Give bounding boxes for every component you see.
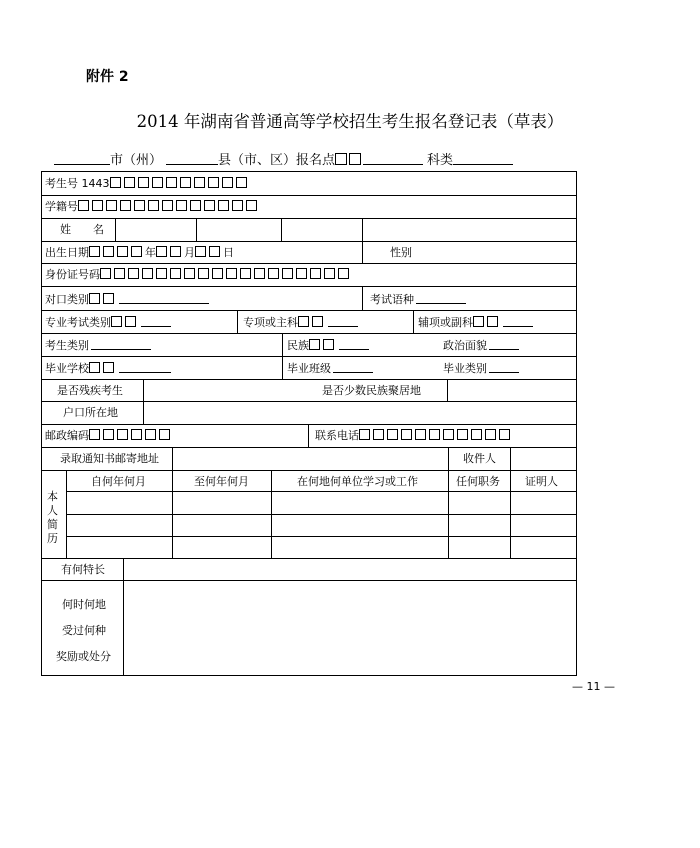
digit-box[interactable] (106, 200, 117, 211)
political-blank[interactable] (489, 338, 519, 350)
digit-box[interactable] (103, 429, 114, 440)
digit-box[interactable] (485, 429, 496, 440)
page-number: — 11 — (572, 680, 615, 693)
row-rule (66, 536, 577, 537)
category-blank[interactable] (453, 152, 513, 165)
registration-line (54, 149, 513, 168)
row-rule (41, 470, 577, 471)
digit-box[interactable] (92, 200, 103, 211)
exam-lang-field[interactable] (370, 292, 466, 306)
digit-box[interactable] (152, 177, 163, 188)
exam-lang-label: 考试语种 (370, 293, 414, 306)
where-header: 在何地何单位学习或工作 (297, 475, 418, 488)
birth-field[interactable] (45, 246, 234, 259)
digit-box[interactable] (138, 177, 149, 188)
digit-box[interactable] (222, 177, 233, 188)
attachment-label: 附件 2 (86, 69, 129, 85)
col-rule (115, 218, 116, 241)
row-rule (41, 401, 577, 402)
row-rule (41, 447, 577, 448)
year-label: 年 (145, 246, 156, 259)
digit-box[interactable] (176, 200, 187, 211)
ethnicity-label: 民族 (287, 339, 309, 352)
county-blank[interactable] (166, 152, 218, 165)
digit-box[interactable] (89, 246, 100, 257)
digit-box[interactable] (78, 200, 89, 211)
digit-box[interactable] (190, 200, 201, 211)
col-rule (362, 218, 363, 241)
digit-box[interactable] (156, 246, 167, 257)
digit-box[interactable] (415, 429, 426, 440)
digit-box[interactable] (198, 268, 209, 279)
row-rule (66, 491, 577, 492)
counterpart-label: 对口类别 (45, 293, 89, 306)
digit-box[interactable] (473, 316, 484, 327)
digit-box[interactable] (184, 268, 195, 279)
digit-box[interactable] (134, 200, 145, 211)
digit-box[interactable] (312, 316, 323, 327)
resume-char: 历 (47, 532, 58, 545)
digit-box[interactable] (338, 268, 349, 279)
row-rule (41, 424, 577, 425)
col-rule (448, 470, 449, 558)
mail-addr-label: 录取通知书邮寄地址 (60, 452, 159, 465)
col-rule (510, 447, 511, 470)
digit-box[interactable] (359, 429, 370, 440)
digit-box[interactable] (131, 429, 142, 440)
digit-box[interactable] (131, 246, 142, 257)
awards-line: 奖励或处分 (56, 650, 111, 663)
col-rule (196, 218, 197, 241)
from-header: 自何年何月 (91, 475, 146, 488)
digit-box[interactable] (111, 316, 122, 327)
digit-box[interactable] (120, 200, 131, 211)
digit-box[interactable] (142, 268, 153, 279)
grad-class-field[interactable] (287, 361, 373, 375)
digit-box[interactable] (208, 177, 219, 188)
row-rule (41, 580, 577, 581)
col-rule (271, 470, 272, 558)
postal-label: 邮政编码 (45, 429, 89, 442)
col-rule (362, 241, 363, 263)
row-rule (41, 218, 577, 219)
col-rule (172, 470, 173, 558)
grad-cat-label: 毕业类别 (443, 362, 487, 375)
student-no-label: 学籍号 (45, 200, 78, 213)
exam-no-label: 考生号 1443 (45, 177, 110, 190)
major-main-label: 专项或主科 (243, 316, 298, 329)
school-field[interactable] (45, 361, 171, 375)
digit-box[interactable] (117, 246, 128, 257)
col-rule (510, 470, 511, 558)
gender-label: 性别 (390, 246, 412, 259)
resume-label (47, 490, 59, 546)
resume-char: 人 (47, 504, 58, 517)
school-blank[interactable] (119, 361, 171, 373)
col-rule (282, 333, 283, 379)
category-label: 科类 (427, 153, 454, 168)
day-label: 日 (223, 246, 234, 259)
student-cat-blank[interactable] (91, 338, 151, 350)
col-rule (66, 470, 67, 558)
id-no-field[interactable] (45, 268, 352, 281)
digit-box[interactable] (128, 268, 139, 279)
digit-box[interactable] (246, 200, 257, 211)
row-rule (41, 379, 577, 380)
row-rule (41, 286, 577, 287)
digit-box[interactable] (324, 268, 335, 279)
digit-box[interactable] (401, 429, 412, 440)
exam-no-field[interactable] (45, 177, 250, 190)
digit-box[interactable] (195, 246, 206, 257)
awards-line: 受过何种 (62, 624, 106, 637)
row-rule (66, 514, 577, 515)
col-rule (281, 218, 282, 241)
col-rule (143, 379, 144, 424)
minor-field[interactable] (418, 315, 533, 329)
id-no-label: 身份证号码 (45, 268, 100, 281)
digit-box[interactable] (298, 316, 309, 327)
row-rule (41, 195, 577, 196)
row-rule (41, 558, 577, 559)
position-header: 任何职务 (456, 475, 500, 488)
digit-box[interactable] (162, 200, 173, 211)
digit-box[interactable] (166, 177, 177, 188)
minor-label: 辅项或副科 (418, 316, 473, 329)
digit-box[interactable] (387, 429, 398, 440)
row-rule (41, 333, 577, 334)
phone-label: 联系电话 (315, 429, 359, 442)
major-main-field[interactable] (243, 315, 358, 329)
digit-box[interactable] (125, 316, 136, 327)
digit-box[interactable] (145, 429, 156, 440)
digit-box[interactable] (443, 429, 454, 440)
to-header: 至何年何月 (194, 475, 249, 488)
col-rule (123, 580, 124, 676)
student-cat-label: 考生类别 (45, 339, 89, 352)
counterpart-blank[interactable] (119, 292, 209, 304)
col-rule (448, 447, 449, 470)
digit-box[interactable] (89, 362, 100, 373)
ethnicity-blank[interactable] (339, 338, 369, 350)
digit-box[interactable] (124, 177, 135, 188)
student-cat-field[interactable] (45, 338, 151, 352)
digit-box[interactable] (296, 268, 307, 279)
postal-field[interactable] (45, 429, 173, 442)
col-rule (172, 447, 173, 470)
name-label: 姓 名 (60, 223, 104, 236)
digit-box[interactable] (170, 246, 181, 257)
row-rule (41, 263, 577, 264)
col-rule (413, 310, 414, 333)
specialty-label: 有何特长 (61, 563, 105, 576)
digit-box[interactable] (232, 200, 243, 211)
political-field[interactable] (443, 338, 519, 352)
digit-box[interactable] (100, 268, 111, 279)
col-rule (308, 424, 309, 447)
digit-box[interactable] (310, 268, 321, 279)
site-box[interactable] (349, 153, 361, 165)
minor-blank[interactable] (503, 315, 533, 327)
digit-box[interactable] (212, 268, 223, 279)
county-label: 县（市、区）报名点 (218, 153, 336, 168)
digit-box[interactable] (487, 316, 498, 327)
row-rule (41, 356, 577, 357)
grad-class-label: 毕业班级 (287, 362, 331, 375)
digit-box[interactable] (471, 429, 482, 440)
birth-label: 出生日期 (45, 246, 89, 259)
digit-box[interactable] (499, 429, 510, 440)
city-label: 市（州） (110, 153, 163, 168)
digit-box[interactable] (373, 429, 384, 440)
exam-lang-blank[interactable] (416, 292, 466, 304)
grad-cat-blank[interactable] (489, 361, 519, 373)
school-label: 毕业学校 (45, 362, 89, 375)
witness-header: 证明人 (525, 475, 558, 488)
digit-box[interactable] (89, 429, 100, 440)
site-box[interactable] (335, 153, 347, 165)
digit-box[interactable] (114, 268, 125, 279)
digit-box[interactable] (282, 268, 293, 279)
digit-box[interactable] (89, 293, 100, 304)
digit-box[interactable] (268, 268, 279, 279)
digit-box[interactable] (117, 429, 128, 440)
recipient-label: 收件人 (463, 452, 496, 465)
site-blank[interactable] (363, 152, 423, 165)
phone-field[interactable] (315, 429, 513, 442)
digit-box[interactable] (194, 177, 205, 188)
form-title: 2014 年湖南省普通高等学校招生考生报名登记表（草表） (136, 112, 564, 131)
col-rule (362, 286, 363, 310)
minority-area-label: 是否少数民族聚居地 (322, 384, 421, 397)
resume-char: 简 (47, 518, 58, 531)
city-blank[interactable] (54, 152, 110, 165)
digit-box[interactable] (209, 246, 220, 257)
digit-box[interactable] (170, 268, 181, 279)
digit-box[interactable] (103, 362, 114, 373)
major-exam-blank[interactable] (141, 315, 171, 327)
ethnicity-field[interactable] (287, 338, 369, 352)
digit-box[interactable] (218, 200, 229, 211)
political-label: 政治面貌 (443, 339, 487, 352)
digit-box[interactable] (226, 268, 237, 279)
col-rule (447, 379, 448, 401)
row-rule (41, 310, 577, 311)
digit-box[interactable] (254, 268, 265, 279)
digit-box[interactable] (159, 429, 170, 440)
resume-char: 本 (47, 490, 58, 503)
digit-box[interactable] (204, 200, 215, 211)
digit-box[interactable] (429, 429, 440, 440)
digit-box[interactable] (110, 177, 121, 188)
digit-box[interactable] (156, 268, 167, 279)
counterpart-field[interactable] (45, 292, 209, 306)
major-exam-field[interactable] (45, 315, 171, 329)
digit-box[interactable] (457, 429, 468, 440)
disabled-label: 是否残疾考生 (57, 384, 123, 397)
digit-box[interactable] (236, 177, 247, 188)
digit-box[interactable] (103, 246, 114, 257)
digit-box[interactable] (323, 339, 334, 350)
grad-cat-field[interactable] (443, 361, 519, 375)
col-rule (123, 558, 124, 580)
row-rule (41, 241, 577, 242)
digit-box[interactable] (103, 293, 114, 304)
digit-box[interactable] (180, 177, 191, 188)
digit-box[interactable] (309, 339, 320, 350)
awards-line: 何时何地 (62, 598, 106, 611)
month-label: 月 (184, 246, 195, 259)
col-rule (237, 310, 238, 333)
digit-box[interactable] (240, 268, 251, 279)
major-exam-label: 专业考试类别 (45, 316, 111, 329)
grad-class-blank[interactable] (333, 361, 373, 373)
student-no-field[interactable] (45, 200, 260, 213)
digit-box[interactable] (148, 200, 159, 211)
hukou-label: 户口所在地 (63, 406, 118, 419)
major-main-blank[interactable] (328, 315, 358, 327)
